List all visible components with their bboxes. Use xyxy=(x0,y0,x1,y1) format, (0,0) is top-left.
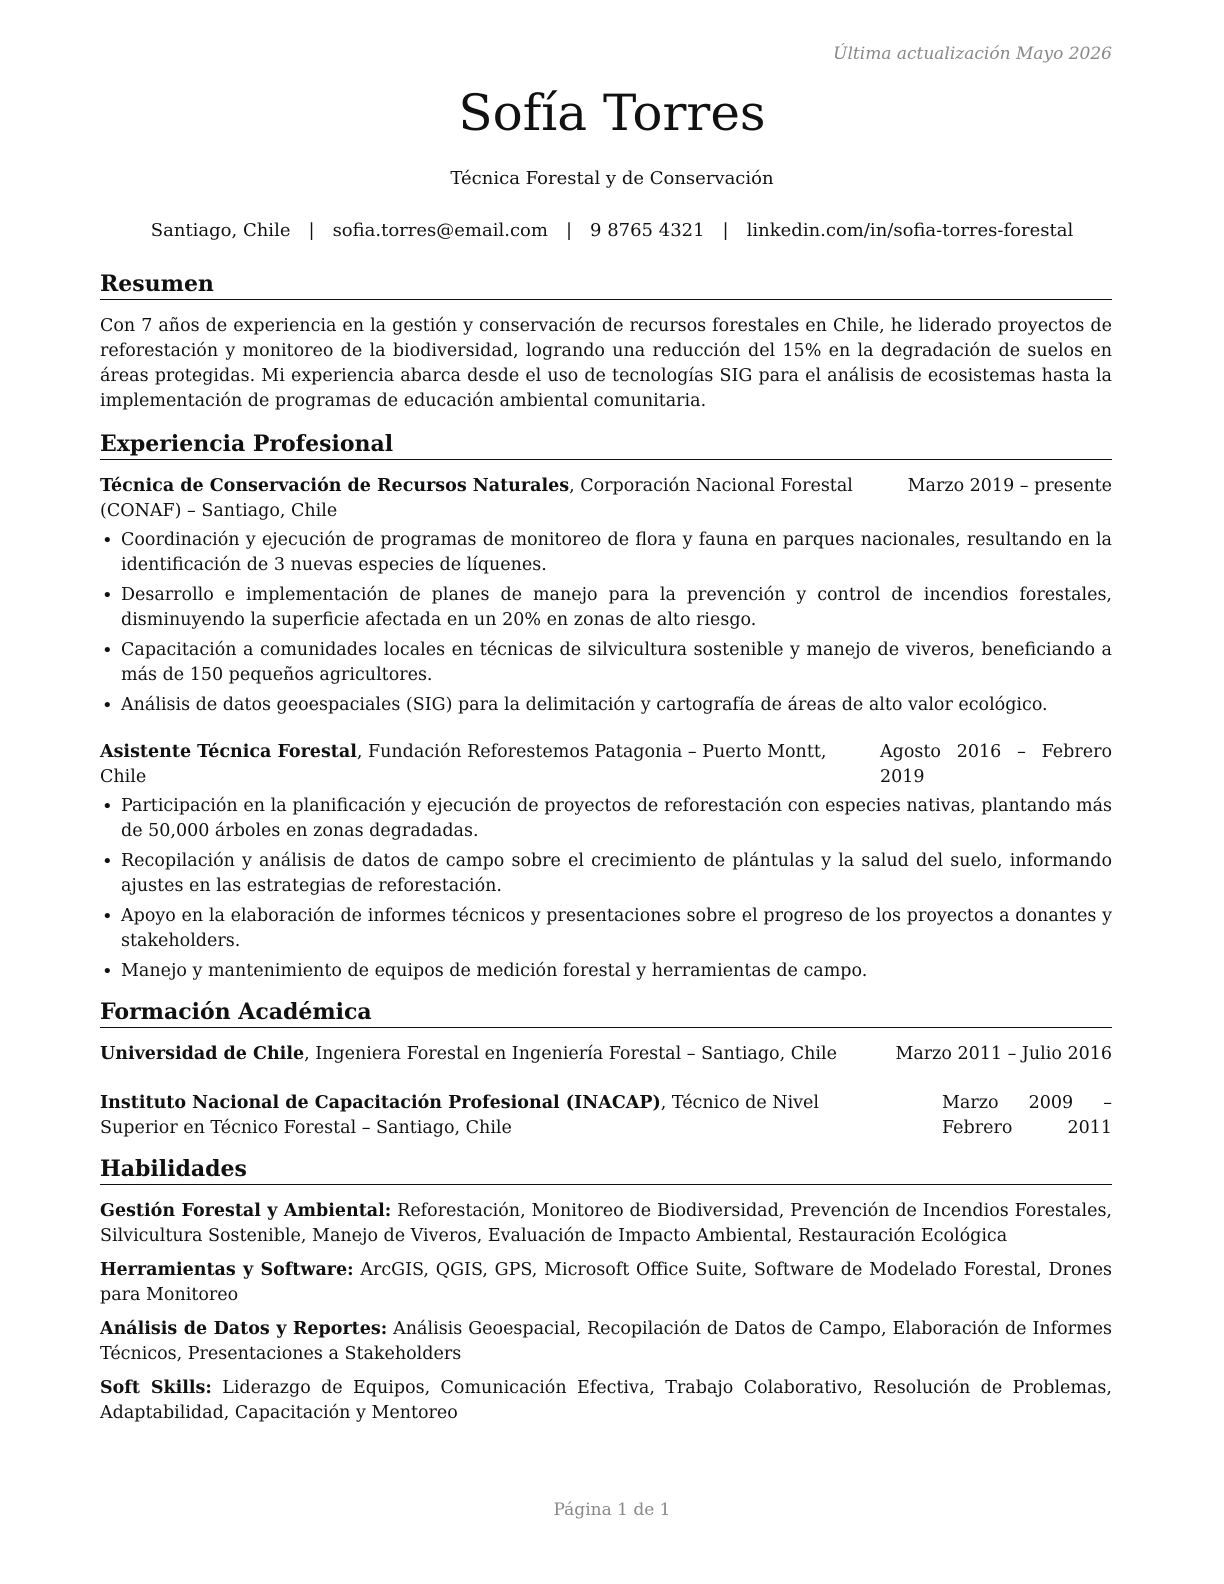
skill-label: Análisis de Datos y Reportes: xyxy=(100,1319,388,1339)
list-item: • Manejo y mantenimiento de equipos de medición forestal y herramientas de campo. xyxy=(100,959,1112,984)
education-entry xyxy=(100,1091,1112,1141)
job-bullets xyxy=(100,794,1112,984)
list-item: • Coordinación y ejecución de programas de monitoreo de flora y fauna en parques nacionales, resultando en la identificación de 3 nuevas especies de líquenes. xyxy=(100,528,1112,578)
contact-linkedin[interactable]: linkedin.com/in/sofia-torres-forestal xyxy=(746,220,1074,241)
skill-label: Soft Skills: xyxy=(100,1378,212,1398)
education-school: Instituto Nacional de Capacitación Profesional (INACAP) xyxy=(100,1093,661,1113)
job-role: Técnica de Conservación de Recursos Naturales xyxy=(100,476,570,496)
section-title-education: Formación Académica xyxy=(100,998,1112,1028)
skill-value: Liderazgo de Equipos, Comunicación Efectiva, Trabajo Colaborativo, Resolución de Problemas, Adaptabilidad, Capacitación y Mentoreo xyxy=(100,1378,1112,1423)
skill-row xyxy=(100,1317,1112,1367)
contact-location: Santiago, Chile xyxy=(150,220,291,241)
education-dates: Marzo 2009 – Febrero 2011 xyxy=(942,1093,1112,1138)
section-title-skills: Habilidades xyxy=(100,1155,1112,1185)
education-school: Universidad de Chile xyxy=(100,1044,305,1064)
last-updated: Última actualización Mayo 2026 xyxy=(833,44,1112,64)
separator: | xyxy=(565,220,573,241)
skill-value: Reforestación, Monitoreo de Biodiversidad, Prevención de Incendios Forestales, Silvicultura Sostenible, Manejo de Viveros, Evaluación de Impacto Ambiental, Restauración Ecológica xyxy=(100,1201,1112,1246)
job-org: , Fundación Reforestemos Patagonia – Puerto Montt, Chile xyxy=(100,742,827,787)
job-dates: Agosto 2016 – Febrero 2019 xyxy=(880,742,1112,787)
experience-entry xyxy=(100,740,1112,984)
education-dates: Marzo 2011 – Julio 2016 xyxy=(895,1044,1112,1064)
skill-row xyxy=(100,1258,1112,1308)
list-item: • Capacitación a comunidades locales en técnicas de silvicultura sostenible y manejo de viveros, beneficiando a más de 150 pequeños agricultores. xyxy=(100,638,1112,688)
job-bullets xyxy=(100,528,1112,718)
section-title-experience: Experiencia Profesional xyxy=(100,430,1112,460)
candidate-name: Sofía Torres xyxy=(458,84,766,142)
list-item: • Análisis de datos geoespaciales (SIG) para la delimitación y cartografía de áreas de alto valor ecológico. xyxy=(100,693,1112,718)
list-item: • Recopilación y análisis de datos de campo sobre el crecimiento de plántulas y la salud del suelo, informando ajustes en las estrategias de reforestación. xyxy=(100,849,1112,899)
contact-line xyxy=(0,220,1224,241)
experience-entry xyxy=(100,474,1112,718)
skill-row xyxy=(100,1376,1112,1426)
contact-phone: 9 8765 4321 xyxy=(590,220,705,241)
job-org: , Corporación Nacional Forestal (CONAF) – Santiago, Chile xyxy=(100,476,853,521)
separator: | xyxy=(308,220,315,241)
list-item: • Desarrollo e implementación de planes de manejo para la prevención y control de incendios forestales, disminuyendo la superficie afectada en un 20% en zonas de alto riesgo. xyxy=(100,583,1112,633)
job-role: Asistente Técnica Forestal xyxy=(100,742,357,762)
candidate-title: Técnica Forestal y de Conservación xyxy=(450,168,774,189)
skill-value: Análisis Geoespacial, Recopilación de Datos de Campo, Elaboración de Informes Técnicos, Presentaciones a Stakeholders xyxy=(100,1319,1112,1364)
skill-label: Herramientas y Software: xyxy=(100,1260,354,1280)
skill-row xyxy=(100,1199,1112,1249)
separator: | xyxy=(722,220,729,241)
skill-label: Gestión Forestal y Ambiental: xyxy=(100,1201,392,1221)
skill-value: ArcGIS, QGIS, GPS, Microsoft Office Suite, Software de Modelado Forestal, Drones para Monitoreo xyxy=(100,1260,1112,1305)
job-dates: Marzo 2019 – presente xyxy=(907,476,1112,496)
list-item: • Apoyo en la elaboración de informes técnicos y presentaciones sobre el progreso de los proyectos a donantes y stakeholders. xyxy=(100,904,1112,954)
education-degree: , Técnico de Nivel Superior en Técnico Forestal – Santiago, Chile xyxy=(100,1093,820,1138)
summary-text: Con 7 años de experiencia en la gestión y conservación de recursos forestales en Chile, he liderado proyectos de reforestación y monitoreo de la biodiversidad, logrando una reducción del 15% en la degradación de suelos en áreas protegidas. Mi experiencia abarca desde el uso de tecnologías SIG para el análisis de ecosistemas hasta la implementación de programas de educación ambiental comunitaria. xyxy=(100,316,1112,411)
education-entry xyxy=(100,1042,1112,1067)
page-footer: Página 1 de 1 xyxy=(553,1500,671,1520)
section-title-summary: Resumen xyxy=(100,270,1112,300)
education-degree: , Ingeniera Forestal en Ingeniería Forestal – Santiago, Chile xyxy=(304,1044,837,1064)
list-item: • Participación en la planificación y ejecución de proyectos de reforestación con especies nativas, plantando más de 50,000 árboles en zonas degradadas. xyxy=(100,794,1112,844)
resume-body xyxy=(100,270,1112,1435)
contact-email[interactable]: sofia.torres@email.com xyxy=(332,220,548,241)
